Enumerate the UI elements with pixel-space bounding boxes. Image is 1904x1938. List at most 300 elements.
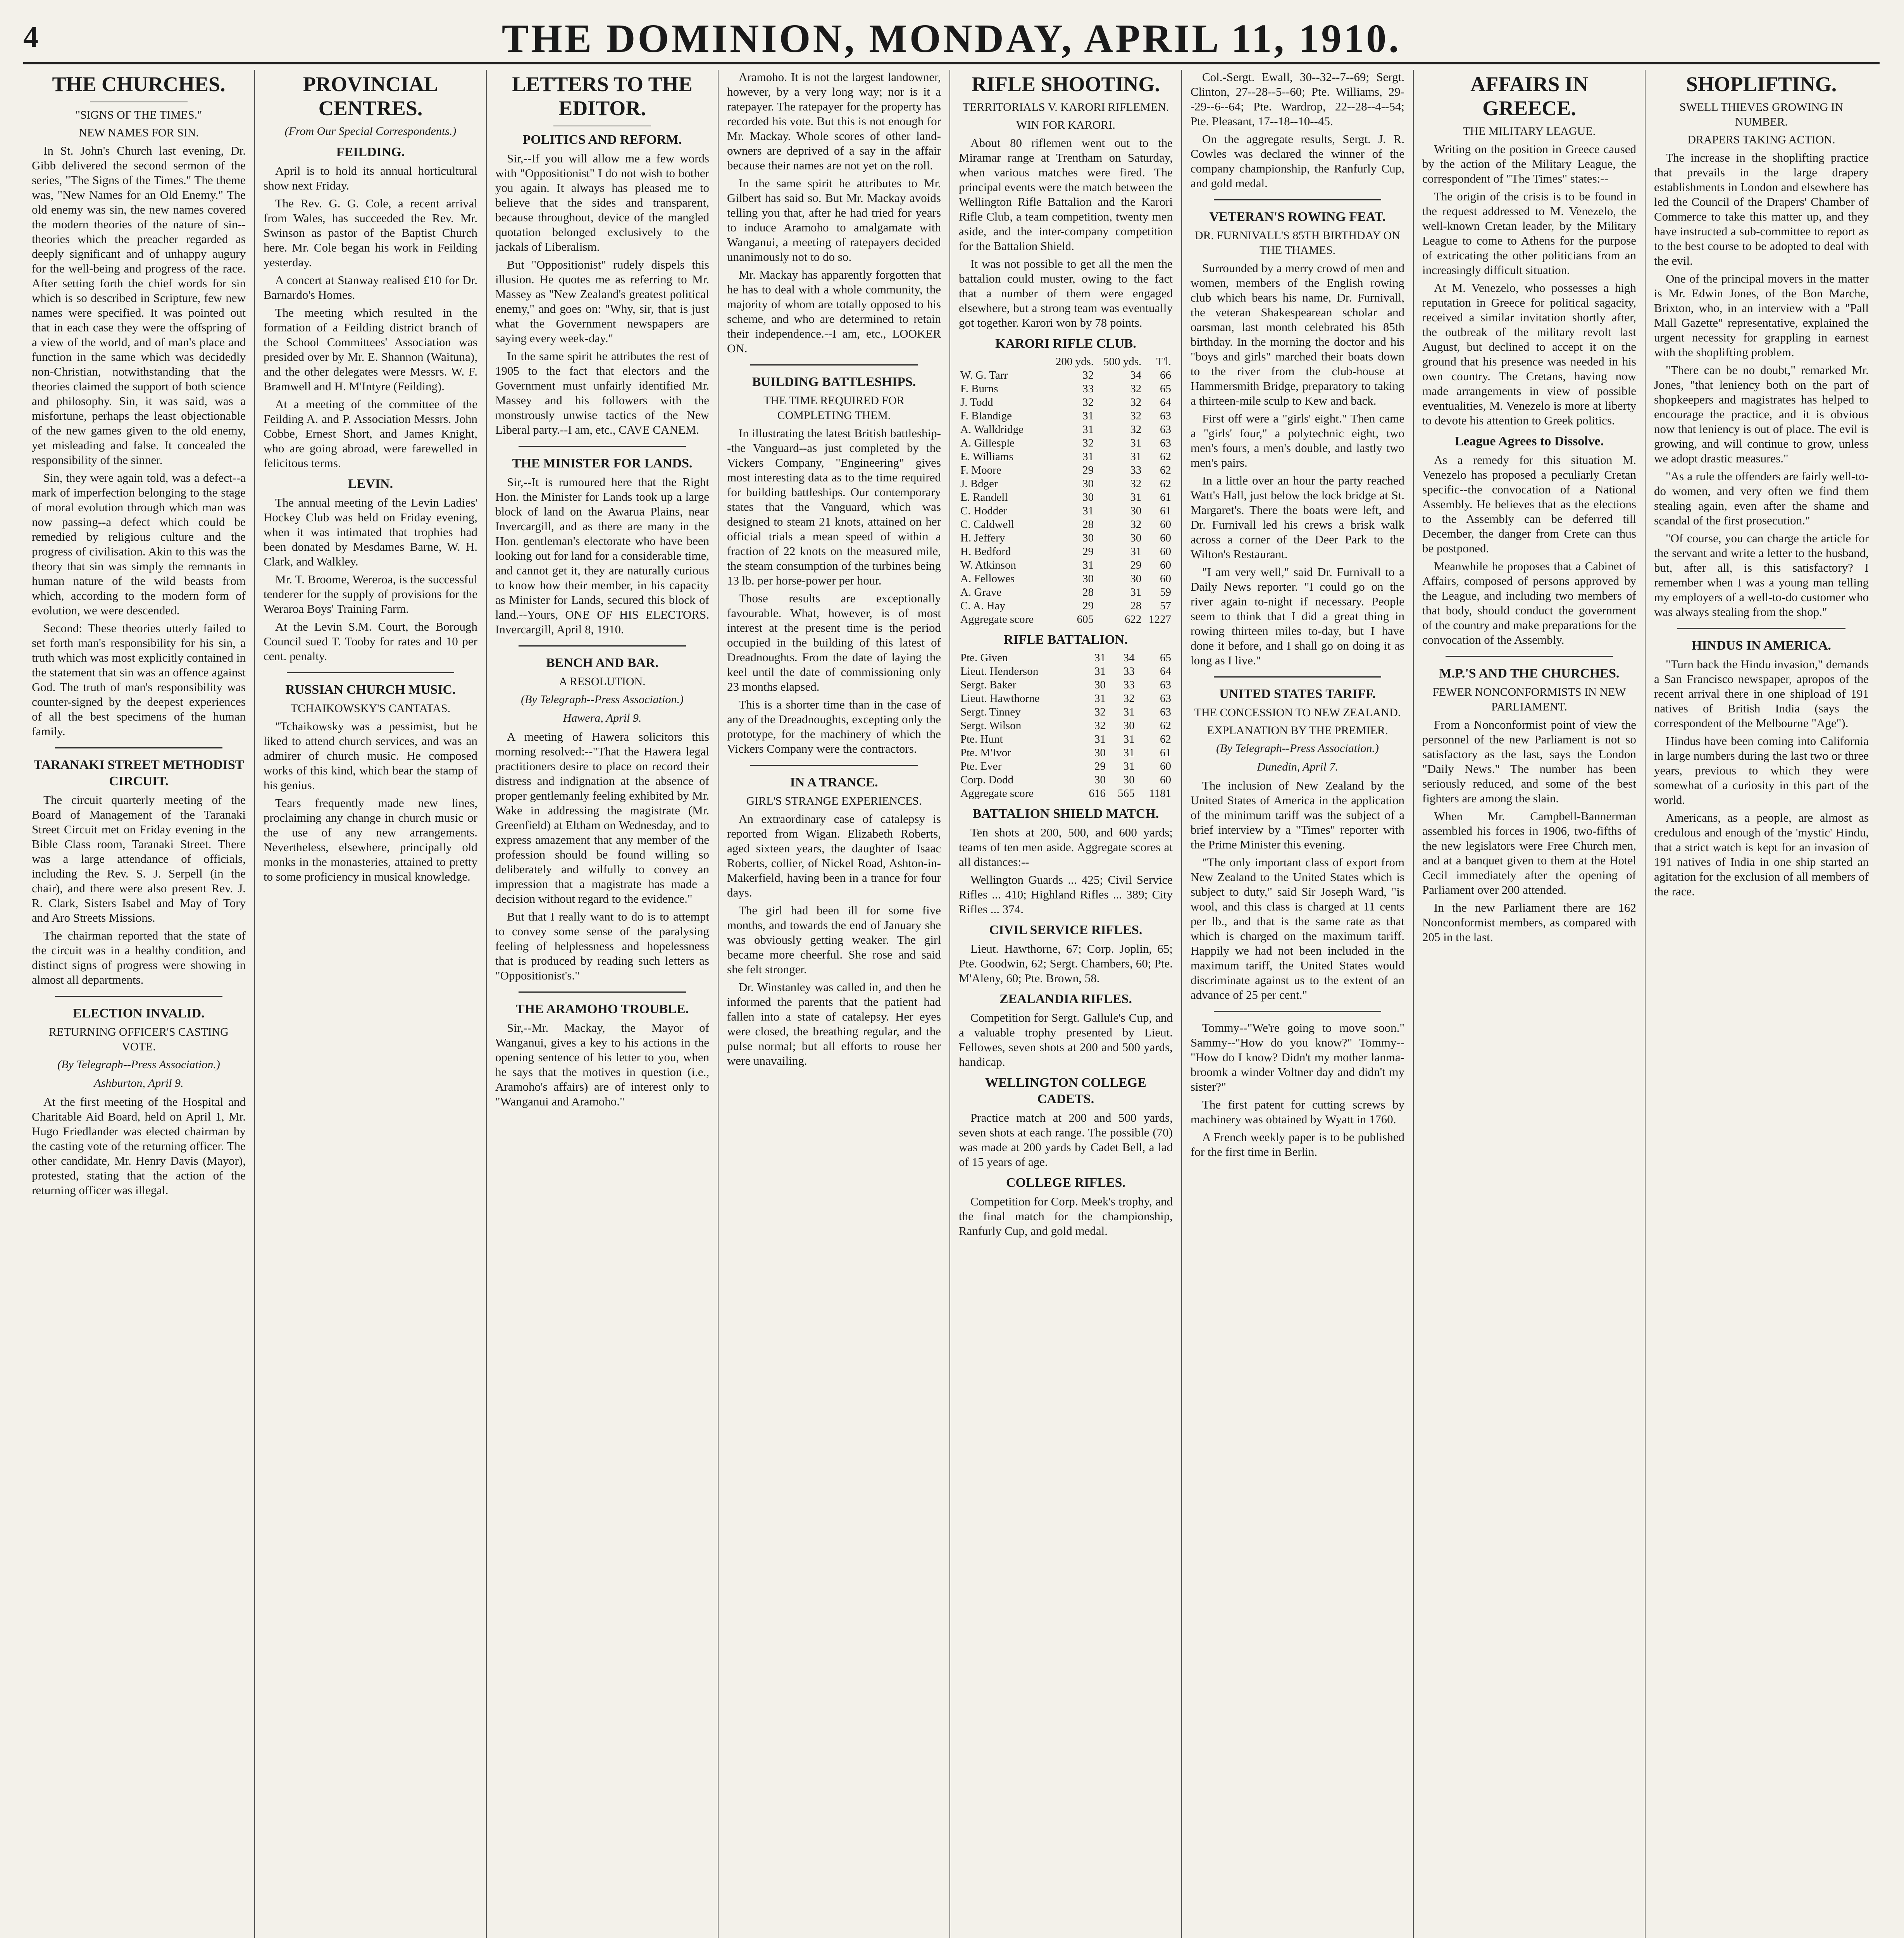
- table-row: [959, 692, 1173, 705]
- paragraph: First off were a "girls' eight." Then came a "girls' four," a polytechnic eight, two men's fours, a men's double, and lastly two men's pairs.: [1191, 412, 1404, 469]
- table-cell: 62: [1160, 478, 1171, 490]
- table-cell: J. Todd: [960, 396, 993, 409]
- table-cell: J. Bdger: [960, 478, 998, 490]
- table-row: [959, 586, 1173, 599]
- column-5: [950, 70, 1182, 1938]
- table-row: [959, 760, 1173, 773]
- table-cell: 63: [1160, 692, 1171, 705]
- table-row: [959, 396, 1173, 409]
- paragraph: "I am very well," said Dr. Furnivall to a Daily News reporter. "I could go on the river again to-night if necessary. People seem to think that I did a great thing in rowing thirteen miles to-day, but I have done it before, and I shall go on doing it as long as I live.": [1191, 565, 1404, 667]
- section-heading: UNITED STATES TARIFF.: [1219, 687, 1376, 701]
- section-heading: HINDUS IN AMERICA.: [1692, 638, 1831, 653]
- table-cell: W. G. Tarr: [960, 369, 1008, 381]
- score-table-battalion: [959, 651, 1173, 800]
- table-cell: 30: [1082, 572, 1094, 585]
- table-cell: 30: [1094, 774, 1106, 786]
- column-6: [1182, 70, 1414, 1938]
- table-cell: 32: [1130, 518, 1142, 531]
- table-cell: A. Grave: [960, 586, 1002, 598]
- paragraph: From a Nonconformist point of view the personnel of the new Parliament is not so satisfactory as the last, says the London "Daily News." The number has been seriously reduced, and some of the best fighters are among the slain.: [1422, 718, 1636, 805]
- table-header-row: [959, 355, 1173, 369]
- table-cell: 65: [1160, 383, 1171, 395]
- article-subheading: FEWER NONCONFORMISTS IN NEW PARLIAMENT.: [1432, 686, 1626, 713]
- section-heading: LEVIN.: [348, 477, 393, 491]
- table-cell: C. Caldwell: [960, 518, 1014, 531]
- divider: [750, 364, 918, 366]
- article-subheading: THE TIME REQUIRED FOR COMPLETING THEM.: [763, 394, 905, 422]
- table-cell: 32: [1130, 396, 1142, 409]
- divider: [1677, 628, 1845, 629]
- paragraph: Sir,--Mr. Mackay, the Mayor of Wanganui, gives a key to his actions in the opening sentence of his letter to you, when he says that the motives in question (i.e., Aramoho's affairs) are of interest only to "Wanganui and Aramoho.": [495, 1021, 709, 1108]
- table-cell: 32: [1130, 383, 1142, 395]
- paragraph: Surrounded by a merry crowd of men and women, members of the English rowing club which bears his name, Dr. Furnivall, the veteran Shakespearean scholar and oarsman, last month celebrated his 85th birthday. In the morning the doctor and his "boys and girls" marched their boats down to the river from the club-house at Hammersmith Bridge, preparatory to taking a thirteen-mile sculp to Kew and back.: [1191, 261, 1404, 407]
- paragraph: Americans, as a people, are almost as credulous and enough of the 'mystic' Hindu, that a strict watch is kept for an invasion of 191 natives of India in one ship started an agitation for the exclusion of all members of the race.: [1654, 811, 1869, 898]
- table-row: [959, 545, 1173, 559]
- paragraph: In the new Parliament there are 162 Nonconformist members, as compared with 205 in the last.: [1422, 901, 1636, 944]
- article-heading: AFFAIRS IN GREECE.: [1470, 72, 1588, 120]
- article-subheading: RETURNING OFFICER'S CASTING VOTE.: [49, 1026, 229, 1053]
- table-cell: 31: [1082, 410, 1094, 422]
- columns: [23, 70, 1880, 1938]
- table-cell: 30: [1130, 532, 1142, 544]
- table-cell: F. Burns: [960, 383, 998, 395]
- section-heading: KARORI RIFLE CLUB.: [995, 336, 1136, 351]
- section-heading: COLLEGE RIFLES.: [1006, 1176, 1125, 1190]
- divider: [55, 996, 222, 997]
- article-subheading: A RESOLUTION.: [559, 675, 646, 688]
- article-subheading: "SIGNS OF THE TIMES.": [75, 109, 202, 121]
- table-cell: 33: [1082, 383, 1094, 395]
- table-cell: 60: [1160, 518, 1171, 531]
- table-cell: 61: [1160, 505, 1171, 517]
- section-heading: IN A TRANCE.: [790, 775, 878, 790]
- table-cell: 32: [1130, 478, 1142, 490]
- table-cell: 64: [1160, 665, 1171, 678]
- paragraph: Wellington Guards ... 425; Civil Service Rifles ... 410; Highland Rifles ... 389; City Rifles ... 374.: [959, 873, 1173, 916]
- table-cell: 29: [1082, 464, 1094, 476]
- paragraph: As a remedy for this situation M. Venezelo has proposed a peculiarly Cretan specific--the convocation of a National Assembly. He believes that as the elections to the Assembly can be deferred till December, the danger from Crete can thus be postponed.: [1422, 453, 1636, 555]
- article-subheading: DRAPERS TAKING ACTION.: [1687, 133, 1835, 146]
- section-heading: THE ARAMOHO TROUBLE.: [515, 1002, 689, 1016]
- table-cell: 63: [1160, 706, 1171, 718]
- paragraph: "The only important class of export from New Zealand to the United States which is subject to duty," said Sir Joseph Ward, "is wool, and this class is charged at 11 cents per lb., and that is the same rate as that which is charged on the maximum tariff. Happily we had not been included in the maximum tariff, the United States would discriminate against us to the extent of an advance of 25 per cent.": [1191, 855, 1404, 1002]
- paragraph: Lieut. Hawthorne, 67; Corp. Joplin, 65; Pte. Goodwin, 62; Sergt. Chambers, 60; Pte. M'Aleny, 60; Pte. Brown, 58.: [959, 942, 1173, 985]
- table-cell: 31: [1094, 652, 1106, 664]
- column-2: [255, 70, 487, 1938]
- byline: (By Telegraph--Press Association.): [1216, 742, 1379, 755]
- table-cell: 61: [1160, 491, 1171, 503]
- table-header: [959, 355, 1048, 369]
- section-heading: CIVIL SERVICE RIFLES.: [989, 923, 1142, 937]
- table-cell: 30: [1123, 719, 1135, 732]
- article-heading: RIFLE SHOOTING.: [971, 72, 1160, 96]
- table-cell: 62: [1160, 464, 1171, 476]
- table-cell: Aggregate score: [960, 613, 1034, 626]
- table-cell: 32: [1082, 437, 1094, 449]
- paragraph: Hindus have been coming into California in large numbers during the last two or three years, previous to which they were somewhat of a curiosity in this part of the world.: [1654, 734, 1869, 807]
- section-heading: ZEALANDIA RIFLES.: [999, 992, 1132, 1006]
- table-cell: E. Randell: [960, 491, 1008, 503]
- table-row: [959, 491, 1173, 504]
- table-cell: 1227: [1149, 613, 1171, 626]
- divider: [1214, 199, 1381, 200]
- paragraph: Competition for Sergt. Gallule's Cup, and a valuable trophy presented by Lieut. Fellowes, seven shots at 200 and 500 yards, handicap.: [959, 1011, 1173, 1069]
- paragraph: Sir,--It is rumoured here that the Right Hon. the Minister for Lands took up a large block of land on the Awarua Plains, near Invercargill, and as there are many in the Hon. gentleman's electorate who have been looking out for land for a considerable time, and cannot get it, they are naturally curious to know how their member, in his capacity as Minister for Lands, secured this block of land.--Yours, ONE OF HIS ELECTORS. Invercargill, April 8, 1910.: [495, 475, 709, 636]
- paragraph: At M. Venezelo, who possesses a high reputation in Greece for political sagacity, received a similar invitation shortly after, the outbreak of the military revolt last August, but declined to accept it on the ground that his presence was needed in his own country. The Cretans, having now made arrangements in view of possible eventualities, M. Venezelo is more at liberty to devote his attention to Greek politics.: [1422, 281, 1636, 427]
- table-aggregate-row: [959, 787, 1173, 800]
- table-cell: 30: [1094, 679, 1106, 691]
- table-cell: 60: [1160, 559, 1171, 571]
- paragraph: Tommy--"We're going to move soon." Sammy--"How do you know?" Tommy--"How do I know? Didn't my mother lanma-broomk a winder Voltner day and didn't my sister?": [1191, 1021, 1404, 1093]
- table-aggregate-row: [959, 613, 1173, 626]
- divider: [519, 645, 686, 647]
- paragraph: In St. John's Church last evening, Dr. Gibb delivered the second sermon of the series, "The Signs of the Times." The theme was, "New Names for an Old Enemy." The old enemy was sin, the new names covered the modern theories of the nature of sin--theories which the preacher regarded as deeply significant and of unhappy augury for the well-being and progress of the race. After setting forth the chief words for sin which is so described in Scripture, few new names were specified. It was pointed out that in each case they were the offspring of a view of the world, and of man's place and function in the same which was decidedly non-Christian, notwithstanding that the theories claimed the support of both science and philosophy. Sin, it was said, was a misfortune, perhaps the least objectionable of the new games given to the old enemy, yet misleading and false. It concealed the responsibility of the sinner.: [32, 144, 246, 467]
- paragraph: The annual meeting of the Levin Ladies' Hockey Club was held on Friday evening, when it was intimated that trophies had been donated by Mesdames Barne, W. H. Clark, and Walkley.: [264, 496, 477, 568]
- paragraph: The first patent for cutting screws by machinery was obtained by Wyatt in 1760.: [1191, 1098, 1404, 1126]
- table-cell: W. Atkinson: [960, 559, 1016, 571]
- article-heading: PROVINCIAL CENTRES.: [303, 72, 438, 120]
- table-cell: 31: [1094, 733, 1106, 745]
- table-cell: 29: [1082, 545, 1094, 558]
- table-cell: 62: [1160, 719, 1171, 732]
- table-cell: 60: [1160, 532, 1171, 544]
- score-table-karori: [959, 355, 1173, 626]
- paragraph: One of the principal movers in the matter is Mr. Edwin Jones, of the Bon Marche, Brixton, who, in an interview with a "Pall Mall Gazette" representative, explained the urgent necessity for grappling in earnest with the shoplifting problem.: [1654, 272, 1869, 359]
- paragraph: The meeting which resulted in the formation of a Feilding district branch of the School Committees' Association was presided over by Mr. E. Shannon (Waituna), and the other delegates were Messrs. W. F. Bramwell and H. M'Intyre (Feilding).: [264, 306, 477, 393]
- table-cell: 31: [1082, 423, 1094, 436]
- table-cell: 62: [1160, 733, 1171, 745]
- table-cell: 30: [1082, 532, 1094, 544]
- section-heading: M.P.'S AND THE CHURCHES.: [1439, 666, 1620, 681]
- table-cell: 29: [1130, 559, 1142, 571]
- table-cell: 31: [1130, 491, 1142, 503]
- paragraph: At the Levin S.M. Court, the Borough Council sued T. Tooby for rates and 10 per cent. penalty.: [264, 620, 477, 663]
- paragraph: A French weekly paper is to be published for the first time in Berlin.: [1191, 1130, 1404, 1159]
- table-cell: 32: [1094, 719, 1106, 732]
- table-cell: Sergt. Baker: [960, 679, 1017, 691]
- table-row: [959, 450, 1173, 464]
- table-cell: 30: [1123, 774, 1135, 786]
- paragraph: Tears frequently made new lines, proclaiming any change in church music or the use of any new arrangements. Nevertheless, elsewhere, principally old monks in the monasteries, attained to pretty to some proficiency in musical knowledge.: [264, 796, 477, 883]
- article-subheading: TERRITORIALS V. KARORI RIFLEMEN.: [962, 101, 1169, 114]
- dateline: Ashburton, April 9.: [94, 1077, 184, 1090]
- table-cell: 31: [1123, 747, 1135, 759]
- column-1: [23, 70, 255, 1938]
- table-cell: 30: [1082, 478, 1094, 490]
- table-cell: 30: [1094, 747, 1106, 759]
- paragraph: "There can be no doubt," remarked Mr. Jones, "that leniency both on the part of shopkeepers and magistrates has helped to encourage the practice, and it is obvious now that leniency is out of place. The evil is growing, and will continue to grow, unless we adopt drastic measures.": [1654, 363, 1869, 465]
- paragraph: Dr. Winstanley was called in, and then he informed the parents that the patient had fallen into a state of catalepsy. Her eyes were closed, the breathing regular, and the pulse normal; but all efforts to rouse her were unavailing.: [727, 980, 941, 1067]
- table-row: [959, 705, 1173, 719]
- table-row: [959, 436, 1173, 450]
- paragraph: The increase in the shoplifting practice that prevails in the large drapery establishments in London and elsewhere has led the Council of the Drapers' Chamber of Commerce to take this matter up, and they have instructed a sub-committee to report as to the best course to be adopted to deal with the evil.: [1654, 151, 1869, 267]
- paper-title: THE DOMINION, MONDAY, APRIL 11, 1910.: [501, 16, 1401, 61]
- paragraph: Sin, they were again told, was a defect--a mark of imperfection belonging to the stage of moral evolution through which man was now passing--a defect which could be remedied by religious culture and the progress of civilisation. Akin to this was the theory that sin was simply the remnants in human nature of the wild beasts from which, according to the modern form of evolution, we were descended.: [32, 471, 246, 617]
- paragraph: A concert at Stanway realised £10 for Dr. Barnardo's Homes.: [264, 273, 477, 302]
- table-cell: 31: [1130, 450, 1142, 463]
- divider: [750, 765, 918, 766]
- table-row: [959, 423, 1173, 436]
- paragraph: "Turn back the Hindu invasion," demands a San Francisco newspaper, apropos of the recent arrival there in one shipload of 191 natives of British India (says the correspondent of the Melbourne "Age").: [1654, 657, 1869, 730]
- table-cell: 31: [1082, 559, 1094, 571]
- table-cell: Pte. Ever: [960, 760, 1002, 772]
- table-row: [959, 746, 1173, 760]
- table-row: [959, 464, 1173, 477]
- paragraph: On the aggregate results, Sergt. J. R. Cowles was declared the winner of the company championship, the Ranfurly Cup, and gold medal.: [1191, 132, 1404, 190]
- table-cell: C. A. Hay: [960, 600, 1005, 612]
- table-cell: 31: [1130, 586, 1142, 598]
- article-subheading: DR. FURNIVALL'S 85TH BIRTHDAY ON THE THAMES.: [1194, 229, 1401, 257]
- paragraph: It was not possible to get all the men the battalion could muster, owing to the fact that a number of them were engaged elsewhere, but a strong team was eventually got together. Karori won by 78 points.: [959, 257, 1173, 329]
- table-row: [959, 733, 1173, 746]
- table-cell: Pte. M'Ivor: [960, 747, 1011, 759]
- paragraph: Second: These theories utterly failed to set forth man's responsibility for his sin, a truth which was most explicitly contained in the statement that sin was an offence against God. The truth of man's responsibility was counter-signed by the deepest experiences of all the best specimens of the human family.: [32, 621, 246, 738]
- paragraph: Writing on the position in Greece caused by the action of the Military League, the correspondent of "The Times" states:--: [1422, 142, 1636, 185]
- table-cell: H. Jeffery: [960, 532, 1005, 544]
- table-row: [959, 559, 1173, 572]
- table-row: [959, 651, 1173, 665]
- paragraph: Aramoho. It is not the largest landowner, however, by a very long way; nor is it a ratepayer. The ratepayer for the property has recorded his vote. But this is not enough for Mr. Mackay. Whole scores of other land-owners are deprived of a say in the affair because their names are not yet on the roll.: [727, 70, 941, 172]
- paragraph: But "Oppositionist" rudely dispels this illusion. He quotes me as referring to Mr. Massey as "New Zealand's greatest political enemy," and goes on: "Why, sir, that is just what the Government newspapers are saying every week-day.": [495, 258, 709, 345]
- table-cell: 61: [1160, 747, 1171, 759]
- table-cell: A. Walldridge: [960, 423, 1024, 436]
- table-row: [959, 531, 1173, 545]
- paragraph: April is to hold its annual horticultural show next Friday.: [264, 164, 477, 192]
- table-cell: 32: [1130, 423, 1142, 436]
- table-cell: 32: [1094, 706, 1106, 718]
- paragraph: An extraordinary case of catalepsy is reported from Wigan. Elizabeth Roberts, aged sixteen years, the daughter of Isaac Roberts, collier, of Nickel Road, Ashton-in-Makerfield, having been in a trance for four days.: [727, 812, 941, 899]
- divider: [519, 991, 686, 993]
- paragraph: In the same spirit he attributes to Mr. Gilbert has said so. But Mr. Mackay avoids telling you that, after he had tried for years to induce Aramoho to amalgamate with Wanganui, a meeting of ratepayers decided unanimously not to do so.: [727, 176, 941, 264]
- table-row: [959, 678, 1173, 692]
- section-heading: BENCH AND BAR.: [546, 656, 658, 670]
- column-8: [1646, 70, 1877, 1938]
- column-7: [1414, 70, 1646, 1938]
- byline: (From Our Special Correspondents.): [284, 125, 457, 138]
- table-cell: 63: [1160, 679, 1171, 691]
- table-header: T'l.: [1156, 355, 1171, 368]
- table-cell: Aggregate score: [960, 787, 1034, 800]
- paragraph: Practice match at 200 and 500 yards, seven shots at each range. The possible (70) was made at 200 yards by Cadet Bell, a lad of 15 years of age.: [959, 1111, 1173, 1169]
- byline: (By Telegraph--Press Association.): [57, 1058, 220, 1071]
- paragraph: At the first meeting of the Hospital and Charitable Aid Board, held on April 1, Mr. Hugo Friedlander was elected chairman by the casting vote of the returning officer. The other candidate, Mr. Henry Davis (Mayor), protested, stating that the action of the returning officer was illegal.: [32, 1095, 246, 1197]
- table-cell: F. Moore: [960, 464, 1001, 476]
- article-heading: THE CHURCHES.: [52, 72, 226, 96]
- article-subheading: THE MILITARY LEAGUE.: [1463, 125, 1596, 138]
- article-subheading: WIN FOR KARORI.: [1016, 119, 1115, 131]
- table-cell: 32: [1130, 410, 1142, 422]
- page-number: 4: [23, 20, 38, 53]
- paragraph: Those results are exceptionally favourable. What, however, is of most interest at the present time is the period occupied in the building of this latest of Dreadnoughts. From the date of laying the keel until the date of commissioning only 23 months elapsed.: [727, 591, 941, 693]
- table-cell: 31: [1094, 665, 1106, 678]
- table-cell: 59: [1160, 586, 1171, 598]
- table-cell: 65: [1160, 652, 1171, 664]
- dateline: Dunedin, April 7.: [1257, 760, 1338, 773]
- section-heading: League Agrees to Dissolve.: [1454, 434, 1604, 448]
- table-cell: C. Hodder: [960, 505, 1007, 517]
- table-cell: 31: [1082, 450, 1094, 463]
- table-cell: Sergt. Tinney: [960, 706, 1021, 718]
- table-cell: 34: [1130, 369, 1142, 381]
- table-cell: 28: [1130, 600, 1142, 612]
- section-heading: BUILDING BATTLESHIPS.: [752, 375, 916, 389]
- paragraph: A meeting of Hawera solicitors this morning resolved:--"That the Hawera legal practitioners desire to place on record their distress and indignation at the absence of proper gentlemanly feeling exhibited by Mr. Wake in addressing the magistrate (Mr. Greenfield) at Eltham on Wednesday, and to express amazement that any member of the profession should be found willing so deliberately and wilfully to convey an impression that a magistrate has made a decision without regard to the evidence.": [495, 730, 709, 905]
- paragraph: Mr. Mackay has apparently forgotten that he has to deal with a whole community, the majority of whom are totally opposed to his scheme, and who are determined to retain their independence.--I am, etc., LOOKER ON.: [727, 268, 941, 355]
- table-cell: 565: [1118, 787, 1135, 800]
- table-cell: 63: [1160, 423, 1171, 436]
- paragraph: Ten shots at 200, 500, and 600 yards; teams of ten men aside. Aggregate scores at all distances:--: [959, 826, 1173, 869]
- table-cell: 64: [1160, 396, 1171, 409]
- paragraph: The circuit quarterly meeting of the Board of Management of the Taranaki Street Circuit met on Friday evening in the Bible Class room, Taranaki Street. There was a large attendance of officials, including the Rev. S. J. Serpell (in the chair), and there were also present Rev. J. R. Clark, Sisters Isabel and May of Tory and Aro Streets Missions.: [32, 793, 246, 924]
- table-cell: 30: [1130, 572, 1142, 585]
- table-cell: 31: [1123, 733, 1135, 745]
- table-row: [959, 518, 1173, 531]
- section-heading: RIFLE BATTALION.: [1004, 633, 1128, 647]
- paragraph: At a meeting of the committee of the Feilding A. and P. Association Messrs. John Cobbe, Ernest Short, and James Knight, who are going abroad, were farewelled in felicitous terms.: [264, 397, 477, 470]
- table-cell: 28: [1082, 518, 1094, 531]
- paragraph: When Mr. Campbell-Bannerman assembled his forces in 1906, two-fifths of the new legislators were Free Church men, and at a banquet given to them at the Hotel Cecil immediately after the opening of Parliament over 200 attended.: [1422, 809, 1636, 897]
- table-row: [959, 369, 1173, 382]
- table-cell: F. Blandige: [960, 410, 1012, 422]
- paragraph: Mr. T. Broome, Wereroa, is the successful tenderer for the supply of provisions for the Weraroa Boys' Training Farm.: [264, 572, 477, 616]
- article-heading: SHOPLIFTING.: [1686, 72, 1837, 96]
- table-row: [959, 719, 1173, 733]
- paragraph: Competition for Corp. Meek's trophy, and the final match for the championship, Ranfurly Cup, and gold medal.: [959, 1195, 1173, 1238]
- table-cell: 62: [1160, 450, 1171, 463]
- table-cell: 32: [1123, 692, 1135, 705]
- table-cell: 29: [1082, 600, 1094, 612]
- paragraph: The Rev. G. G. Cole, a recent arrival from Wales, has succeeded the Rev. Mr. Swinson as pastor of the Baptist Church here. Mr. Cole began his work in Feilding yesterday.: [264, 197, 477, 269]
- paragraph: But that I really want to do is to attempt to convey some sense of the paralysing feeling of helplessness and hopelessness that is produced by reading such letters as "Oppositionist's.": [495, 910, 709, 982]
- article-subheading: NEW NAMES FOR SIN.: [79, 126, 199, 139]
- table-cell: 57: [1160, 600, 1171, 612]
- table-cell: H. Bedford: [960, 545, 1011, 558]
- table-cell: 30: [1082, 491, 1094, 503]
- article-subheading: GIRL'S STRANGE EXPERIENCES.: [746, 795, 922, 807]
- section-heading: TARANAKI STREET METHODIST CIRCUIT.: [33, 758, 244, 788]
- paragraph: Col.-Sergt. Ewall, 30--32--7--69; Sergt. Clinton, 27--28--5--60; Pte. Williams, 29--29--6--64; Pte. Wardrop, 22--28--4--54; Pte. Pleasant, 17--18--10--45.: [1191, 70, 1404, 128]
- table-row: [959, 409, 1173, 423]
- section-heading: RUSSIAN CHURCH MUSIC.: [285, 683, 456, 697]
- article-subheading: EXPLANATION BY THE PREMIER.: [1207, 724, 1388, 737]
- table-cell: Pte. Given: [960, 652, 1008, 664]
- table-cell: 1181: [1149, 787, 1171, 800]
- table-cell: 622: [1124, 613, 1142, 626]
- table-cell: 60: [1160, 545, 1171, 558]
- table-row: [959, 477, 1173, 491]
- article-heading: LETTERS TO THE EDITOR.: [512, 72, 693, 120]
- paragraph: In illustrating the latest British battleship--the Vanguard--as just completed by the Vickers Company, "Engineering" gives most interesting data as to the time required for building battleships. Our contemporary states that the Vanguard, which was designed to steam 21 knots, attained on her official trials a mean speed of within a fraction of 22 knots on the measured mile, the steam consumption of the turbines being 13 lb. per horse-power per hour.: [727, 426, 941, 587]
- table-cell: A. Gillesple: [960, 437, 1015, 449]
- section-heading: BATTALION SHIELD MATCH.: [972, 807, 1159, 821]
- table-cell: 34: [1123, 652, 1135, 664]
- table-row: [959, 599, 1173, 613]
- article-subheading: TCHAIKOWSKY'S CANTATAS.: [290, 702, 451, 715]
- paragraph: The inclusion of New Zealand by the United States of America in the application of the minimum tariff was the subject of a brief interview by a "Times" reporter with the Prime Minister this evening.: [1191, 779, 1404, 851]
- column-3: [487, 70, 719, 1938]
- article-subheading: SWELL THIEVES GROWING IN NUMBER.: [1679, 101, 1844, 128]
- table-cell: 29: [1094, 760, 1106, 772]
- divider: [1214, 1011, 1381, 1012]
- paragraph: The girl had been ill for some five months, and towards the end of January she was obviously getting weaker. The girl became more cheerful. She rose and said she felt stronger.: [727, 903, 941, 976]
- table-cell: 60: [1160, 760, 1171, 772]
- table-cell: 28: [1082, 586, 1094, 598]
- paragraph: In a little over an hour the party reached Watt's Hall, just below the lock bridge at St. Margaret's. There the boats were left, and Dr. Furnivall led his crews a brisk walk across a corner of the Deer Park to the Wilton's Restaurant.: [1191, 474, 1404, 561]
- table-header: 200 yds.: [1055, 355, 1094, 368]
- divider: [1214, 676, 1381, 678]
- table-cell: 63: [1160, 437, 1171, 449]
- paragraph: This is a shorter time than in the case of any of the Dreadnoughts, excepting only the prototype, for the machinery of which the Vickers Company were the contractors.: [727, 698, 941, 755]
- paragraph: About 80 riflemen went out to the Miramar range at Trentham on Saturday, when various matches were fired. The principal events were the match between the Wellington Rifle Battalion and the Karori Rifle Club, a team competition, twenty men aside, and the inter-company competition for the Battalion Shield.: [959, 136, 1173, 253]
- paragraph: Meanwhile he proposes that a Cabinet of Affairs, composed of persons approved by the League, and including two members of that body, should conduct the government of the country and make preparations for the convocation of the Assembly.: [1422, 559, 1636, 647]
- table-cell: 30: [1130, 505, 1142, 517]
- table-header: 500 yds.: [1103, 355, 1142, 368]
- table-cell: Pte. Hunt: [960, 733, 1003, 745]
- table-row: [959, 773, 1173, 787]
- table-row: [959, 572, 1173, 586]
- table-cell: 31: [1094, 692, 1106, 705]
- table-cell: 31: [1130, 545, 1142, 558]
- paragraph: "Of course, you can charge the article for the servant and write a letter to the husband, but, after all, is this satisfactory? I remember when I was a young man telling my employers of a well-to-do customer who was always stealing from the shop.": [1654, 531, 1869, 619]
- table-row: [959, 665, 1173, 678]
- paragraph: The origin of the crisis is to be found in the request addressed to M. Venezelo, the well-known Cretan leader, by the Military League to come to Athens for the purpose of extricating the other politicians from an increasingly difficult situation.: [1422, 190, 1636, 277]
- table-cell: 33: [1123, 665, 1135, 678]
- byline: (By Telegraph--Press Association.): [521, 693, 684, 706]
- table-row: [959, 504, 1173, 518]
- table-cell: 33: [1123, 679, 1135, 691]
- table-cell: Lieut. Hawthorne: [960, 692, 1040, 705]
- section-heading: ELECTION INVALID.: [73, 1006, 205, 1021]
- paragraph: Sir,--If you will allow me a few words with "Oppositionist" I do not wish to bother you again. It always has pleased me to believe that the sides and transparent, because throughout, device of the mangled quotation belonged exclusively to the jackals of Liberalism.: [495, 152, 709, 253]
- column-4: [719, 70, 950, 1938]
- section-heading: VETERAN'S ROWING FEAT.: [1209, 210, 1386, 224]
- table-cell: 63: [1160, 410, 1171, 422]
- section-heading: POLITICS AND REFORM.: [522, 133, 682, 147]
- divider: [55, 747, 222, 748]
- table-cell: E. Williams: [960, 450, 1013, 463]
- table-cell: Lieut. Henderson: [960, 665, 1039, 678]
- table-cell: 31: [1082, 505, 1094, 517]
- table-cell: 32: [1082, 369, 1094, 381]
- table-cell: Corp. Dodd: [960, 774, 1013, 786]
- paragraph: "As a rule the offenders are fairly well-to-do women, and very often we find them stealing again, even after the shame and scandal of the first prosecution.": [1654, 469, 1869, 527]
- table-cell: 31: [1123, 760, 1135, 772]
- table-row: [959, 382, 1173, 396]
- dateline: Hawera, April 9.: [563, 712, 642, 724]
- table-cell: 31: [1130, 437, 1142, 449]
- table-cell: 32: [1082, 396, 1094, 409]
- paragraph: "Tchaikowsky was a pessimist, but he liked to attend church services, and was an admirer of church music. He composed works of this kind, which bear the stamp of his genius.: [264, 719, 477, 792]
- section-heading: FEILDING.: [336, 145, 405, 159]
- divider: [287, 672, 454, 673]
- section-heading: THE MINISTER FOR LANDS.: [512, 456, 693, 471]
- divider: [1446, 656, 1613, 657]
- table-cell: 31: [1123, 706, 1135, 718]
- section-heading: WELLINGTON COLLEGE CADETS.: [985, 1076, 1146, 1106]
- masthead: [23, 16, 1880, 64]
- paragraph: The chairman reported that the state of the circuit was in a healthy condition, and distinct signs of progress were showing in almost all departments.: [32, 929, 246, 986]
- table-cell: A. Fellowes: [960, 572, 1015, 585]
- table-cell: 60: [1160, 774, 1171, 786]
- article-subheading: THE CONCESSION TO NEW ZEALAND.: [1194, 706, 1401, 719]
- table-cell: 60: [1160, 572, 1171, 585]
- paragraph: In the same spirit he attributes the rest of 1905 to the fact that electors and the Government must unfairly identified Mr. Massey and his followers with the monstrously unwise tactics of the New Liberal party.--I am, etc., CAVE CANEM.: [495, 349, 709, 436]
- table-cell: 33: [1130, 464, 1142, 476]
- table-cell: 616: [1089, 787, 1106, 800]
- table-cell: 66: [1160, 369, 1171, 381]
- divider: [519, 446, 686, 447]
- table-cell: Sergt. Wilson: [960, 719, 1022, 732]
